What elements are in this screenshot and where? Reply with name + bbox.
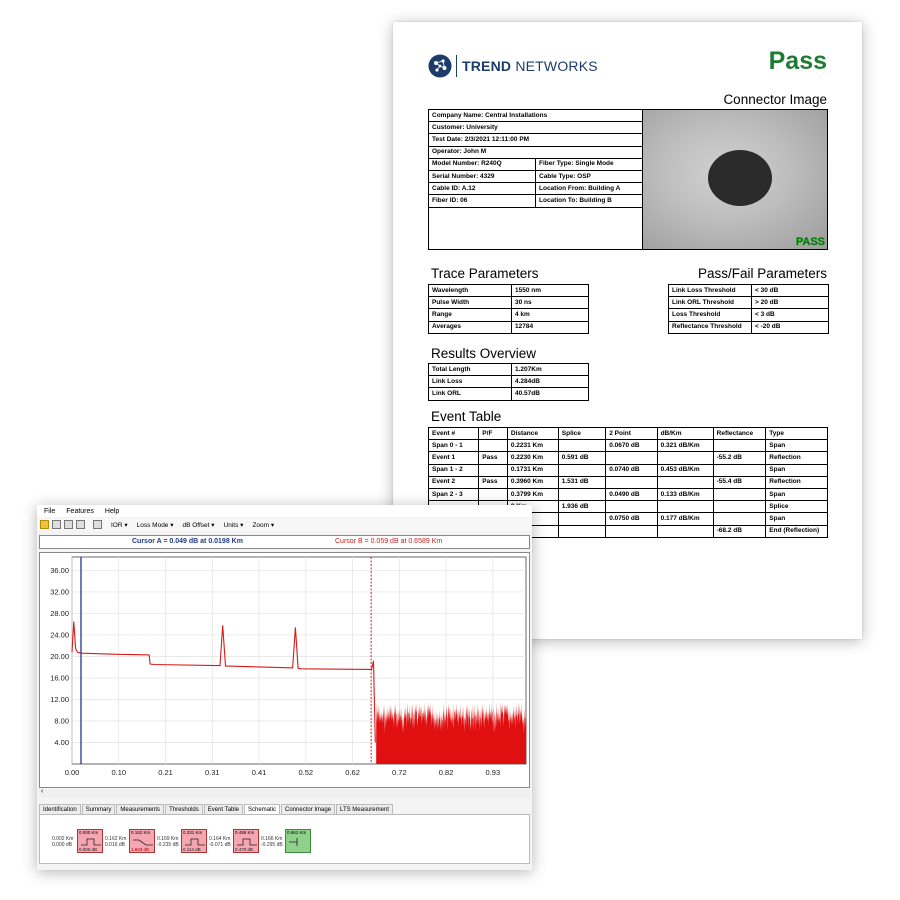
event-cell: Span — [766, 440, 828, 452]
y-tick-label: 36.00 — [50, 565, 69, 575]
trace-param-row-value: 12784 — [512, 321, 589, 333]
schematic-span-label-distance: 0.169 Km — [157, 836, 179, 842]
event-cell — [479, 488, 508, 500]
event-cell — [657, 452, 713, 464]
print-icon[interactable] — [52, 520, 61, 529]
x-tick-label: 0.41 — [251, 768, 267, 777]
trace-param-row-label: Wavelength — [429, 285, 512, 297]
event-cell — [558, 488, 605, 500]
event-cell: Pass — [479, 476, 508, 488]
event-cell — [713, 464, 766, 476]
menu-help[interactable]: Help — [104, 507, 120, 515]
event-cell: 0.0740 dB — [606, 464, 657, 476]
passfail-param-row-value: < 30 dB — [752, 285, 829, 297]
event-cell — [558, 464, 605, 476]
schematic-span-label-loss: -0.071 dB — [209, 842, 231, 848]
y-tick-label: 12.00 — [50, 694, 69, 704]
connector-image — [643, 109, 828, 250]
fiber-core — [708, 150, 772, 206]
passfail-param-row-label: Reflectance Threshold — [669, 321, 752, 333]
passfail-param-row-label: Loss Threshold — [669, 309, 752, 321]
event-cell: -55.4 dB — [713, 476, 766, 488]
event-distance: 0.331 Km — [183, 830, 203, 835]
cursor-readout-bar — [39, 535, 530, 549]
event-cell — [713, 440, 766, 452]
tab-lts-measurement[interactable]: LTS Measurement — [336, 804, 393, 814]
event-header-cell: Event # — [429, 428, 479, 440]
info-cell: Fiber ID: 06 — [429, 195, 536, 207]
passfail-param-row — [669, 285, 829, 297]
schematic-span-label — [261, 836, 283, 848]
tab-identification[interactable]: Identification — [39, 804, 81, 814]
toolbar-menu[interactable]: Zoom ▾ — [252, 521, 275, 529]
trace-param-row — [429, 297, 589, 309]
info-row — [429, 146, 643, 158]
schematic-event[interactable] — [181, 829, 207, 853]
info-cell: Cable Type: OSP — [536, 170, 643, 182]
trace-param-row-label: Pulse Width — [429, 297, 512, 309]
passfail-param-row-value: > 20 dB — [752, 297, 829, 309]
tab-measurements[interactable]: Measurements — [116, 804, 164, 814]
reflective-event-icon — [185, 837, 205, 847]
toolbar-menu[interactable]: IOR ▾ — [111, 521, 128, 529]
event-cell — [558, 440, 605, 452]
event-cell: 0.1731 Km — [507, 464, 558, 476]
event-header-cell: Distance — [507, 428, 558, 440]
toolbar-menu[interactable]: Units ▾ — [223, 521, 244, 529]
test-info-table — [428, 109, 643, 208]
schematic-event[interactable] — [77, 829, 103, 853]
info-cell: Fiber Type: Single Mode — [536, 158, 643, 170]
event-cell: 0.591 dB — [558, 452, 605, 464]
x-tick-label: 0.00 — [64, 768, 80, 777]
event-cell: 1.531 dB — [558, 476, 605, 488]
event-cell: 0.133 dB/Km — [657, 488, 713, 500]
info-cell: Location From: Building A — [536, 183, 643, 195]
toolbar-menu[interactable]: dB Offset ▾ — [182, 521, 215, 529]
event-cell: 0.177 dB/Km — [657, 513, 713, 525]
brand-name: TREND NETWORKS — [462, 58, 598, 74]
event-cell: Reflection — [766, 476, 828, 488]
x-tick-label: 0.10 — [111, 768, 127, 777]
trace-parameters-table — [428, 284, 589, 334]
passfail-parameters-title: Pass/Fail Parameters — [697, 266, 827, 281]
event-cell — [558, 513, 605, 525]
event-cell: 0.0750 dB — [606, 513, 657, 525]
event-cell: Span 0 - 1 — [429, 440, 479, 452]
event-cell — [657, 525, 713, 537]
event-distance: 0.495 Km — [235, 830, 255, 835]
event-row — [429, 440, 828, 452]
event-cell: Event 1 — [429, 452, 479, 464]
event-loss: 0.470 dB — [235, 847, 254, 852]
connector-image-title: Connector Image — [723, 92, 827, 107]
result-row-label: Link ORL — [429, 388, 512, 400]
trace-param-row-label: Range — [429, 309, 512, 321]
schematic-span-label-distance: 0.162 Km — [105, 836, 127, 842]
event-cell: 0.3799 Km — [507, 488, 558, 500]
event-header-cell: P/F — [479, 428, 508, 440]
brand-logo-icon — [428, 54, 452, 78]
event-cell: 0.321 dB/Km — [657, 440, 713, 452]
event-header-cell: Splice — [558, 428, 605, 440]
view-tabs — [39, 804, 394, 814]
event-cell — [713, 488, 766, 500]
event-row — [429, 476, 828, 488]
info-row — [429, 110, 643, 122]
event-header-cell: Reflectance — [713, 428, 766, 440]
passfail-param-row-value: < 3 dB — [752, 309, 829, 321]
event-loss: 0.114 dB — [183, 847, 201, 852]
x-tick-label: 0.82 — [438, 768, 454, 777]
schematic-start-label-loss: 0.000 dB — [52, 842, 73, 848]
tab-schematic[interactable]: Schematic — [244, 804, 280, 814]
result-row-label: Total Length — [429, 364, 512, 376]
results-overview-title: Results Overview — [431, 346, 537, 361]
horizontal-scrollbar[interactable] — [39, 789, 530, 798]
info-cell: Model Number: R240Q — [429, 158, 536, 170]
event-row — [429, 452, 828, 464]
event-cell: 0.2231 Km — [507, 440, 558, 452]
result-row — [429, 364, 589, 376]
event-row — [429, 488, 828, 500]
event-cell: -55.2 dB — [713, 452, 766, 464]
event-cell: Event 2 — [429, 476, 479, 488]
info-cell: Company Name: Central Installations — [429, 110, 643, 122]
event-cell — [479, 440, 508, 452]
passfail-param-row — [669, 309, 829, 321]
passfail-param-row-label: Link ORL Threshold — [669, 297, 752, 309]
info-cell: Test Date: 2/3/2021 12:11:00 PM — [429, 134, 643, 146]
result-row-value: 40.57dB — [512, 388, 589, 400]
otdr-app-window — [37, 505, 532, 870]
event-cell: End (Reflection) — [766, 525, 828, 537]
event-cell — [713, 513, 766, 525]
info-row — [429, 195, 643, 207]
event-header-row — [429, 428, 828, 440]
schematic-span-label-loss: -0.235 dB — [157, 842, 179, 848]
event-cell — [657, 476, 713, 488]
passfail-parameters-table — [668, 284, 829, 334]
info-cell: Cable ID: A.12 — [429, 183, 536, 195]
event-header-cell: 2 Point — [606, 428, 657, 440]
event-cell: Span — [766, 464, 828, 476]
info-cell: Location To: Building B — [536, 195, 643, 207]
event-cell: Span — [766, 513, 828, 525]
menu-bar — [37, 505, 532, 517]
event-cell: Span 1 - 2 — [429, 464, 479, 476]
event-cell: -68.2 dB — [713, 525, 766, 537]
x-tick-label: 0.52 — [298, 768, 314, 777]
tab-thresholds[interactable]: Thresholds — [165, 804, 203, 814]
end-event-icon — [289, 837, 309, 847]
passfail-param-row — [669, 297, 829, 309]
cursor-a-readout: Cursor A = 0.049 dB at 0.0198 Km — [132, 538, 243, 545]
event-cell — [606, 501, 657, 513]
splice-event-icon — [133, 837, 153, 847]
result-row-value: 1.207Km — [512, 364, 589, 376]
info-row — [429, 134, 643, 146]
event-cell — [558, 525, 605, 537]
schematic-span-label-loss: 0.016 dB — [105, 842, 126, 848]
scroll-left-arrow[interactable]: ‹ — [41, 788, 44, 795]
event-cell — [657, 501, 713, 513]
x-tick-label: 0.62 — [345, 768, 360, 777]
schematic-span-label-loss: -0.295 dB — [261, 842, 283, 848]
passfail-param-row-value: < -20 dB — [752, 321, 829, 333]
event-distance: 0.162 Km — [131, 830, 151, 835]
event-cell: Span 2 - 3 — [429, 488, 479, 500]
x-tick-label: 0.72 — [392, 768, 407, 777]
event-cell: 0.2230 Km — [507, 452, 558, 464]
event-header-cell: Type — [766, 428, 828, 440]
connector-pass-label: PASS — [795, 236, 825, 248]
trace-param-row — [429, 309, 589, 321]
event-cell: 1.936 dB — [558, 501, 605, 513]
event-cell — [606, 525, 657, 537]
open-folder-icon[interactable] — [40, 520, 49, 529]
y-tick-label: 8.00 — [54, 716, 69, 726]
trace-param-row-value: 1550 nm — [512, 285, 589, 297]
x-tick-label: 0.31 — [204, 768, 220, 777]
reflective-event-icon — [237, 837, 257, 847]
schematic-span-label — [157, 836, 179, 848]
event-cell: Pass — [479, 452, 508, 464]
info-cell: Serial Number: 4329 — [429, 170, 536, 182]
info-row — [429, 170, 643, 182]
info-cell: Customer: University — [429, 122, 643, 134]
event-cell: 0.453 dB/Km — [657, 464, 713, 476]
toolbar-menus — [102, 521, 274, 529]
schematic-span-label — [209, 836, 231, 848]
menu-file[interactable]: File — [44, 507, 56, 515]
event-cell — [479, 464, 508, 476]
brand-logo — [428, 52, 598, 80]
event-cell — [606, 476, 657, 488]
y-tick-label: 28.00 — [50, 608, 69, 618]
grid-icon[interactable] — [76, 520, 85, 529]
event-loss: 1.603 dB — [131, 847, 150, 852]
schematic-start-label-distance: 0.002 Km — [52, 836, 74, 842]
event-cell: 0.3960 Km — [507, 476, 558, 488]
tab-event-table[interactable]: Event Table — [204, 804, 243, 814]
otdr-trace-plot[interactable] — [39, 552, 530, 788]
y-tick-label: 16.00 — [50, 673, 69, 683]
info-row — [429, 122, 643, 134]
event-row — [429, 464, 828, 476]
trace-param-row-value: 4 km — [512, 309, 589, 321]
cursor-b-readout: Cursor B = 0.059 dB at 0.6589 Km — [335, 538, 443, 545]
event-cell: Reflection — [766, 452, 828, 464]
toolbar-menu[interactable]: Loss Mode ▾ — [136, 521, 174, 529]
schematic-end-event[interactable] — [285, 829, 311, 853]
trace-param-row-label: Averages — [429, 321, 512, 333]
tab-summary[interactable]: Summary — [82, 804, 116, 814]
x-tick-label: 0.93 — [485, 768, 501, 777]
reflective-event-icon — [81, 837, 101, 847]
schematic-start-label — [52, 836, 73, 848]
event-cell: 0.0670 dB — [606, 440, 657, 452]
results-overview-table — [428, 363, 589, 401]
event-header-cell: dB/Km — [657, 428, 713, 440]
menu-features[interactable]: Features — [66, 507, 94, 515]
event-cell: Span — [766, 488, 828, 500]
calculator-icon[interactable] — [93, 520, 102, 529]
result-row — [429, 388, 589, 400]
event-cell: 0.0490 dB — [606, 488, 657, 500]
y-tick-label: 24.00 — [50, 630, 69, 640]
tab-connector-image[interactable]: Connector Image — [281, 804, 335, 814]
schematic-span-label-distance: 0.164 Km — [209, 836, 231, 842]
info-row — [429, 183, 643, 195]
event-cell — [713, 501, 766, 513]
event-table-title: Event Table — [431, 409, 502, 424]
toolbar — [37, 518, 532, 531]
info-cell: Operator: John M — [429, 146, 643, 158]
event-loss: 0.000 dB — [79, 847, 98, 852]
passfail-param-row-label: Link Loss Threshold — [669, 285, 752, 297]
trace-param-row-value: 30 ns — [512, 297, 589, 309]
report-icon[interactable] — [64, 520, 73, 529]
schematic-event[interactable] — [129, 829, 155, 853]
trace-param-row — [429, 285, 589, 297]
schematic-span-label — [105, 836, 126, 848]
otdr-trace-chart[interactable] — [40, 553, 529, 787]
event-cell: Splice — [766, 501, 828, 513]
event-cell — [606, 452, 657, 464]
schematic-event[interactable] — [233, 829, 259, 853]
passfail-param-row — [669, 321, 829, 333]
schematic-span-label-distance: 0.166 Km — [261, 836, 283, 842]
y-tick-label: 32.00 — [50, 587, 69, 597]
logo-divider — [456, 55, 457, 77]
schematic-panel — [39, 814, 530, 864]
info-row — [429, 158, 643, 170]
trace-parameters-title: Trace Parameters — [431, 266, 539, 281]
event-distance: 0.661 Km — [287, 830, 307, 835]
result-row-value: 4.284dB — [512, 376, 589, 388]
report-status: Pass — [768, 47, 827, 75]
event-distance: 0.000 Km — [79, 830, 99, 835]
result-row-label: Link Loss — [429, 376, 512, 388]
x-tick-label: 0.21 — [158, 768, 173, 777]
y-tick-label: 4.00 — [54, 737, 69, 747]
trace-param-row — [429, 321, 589, 333]
result-row — [429, 376, 589, 388]
y-tick-label: 20.00 — [50, 651, 69, 661]
